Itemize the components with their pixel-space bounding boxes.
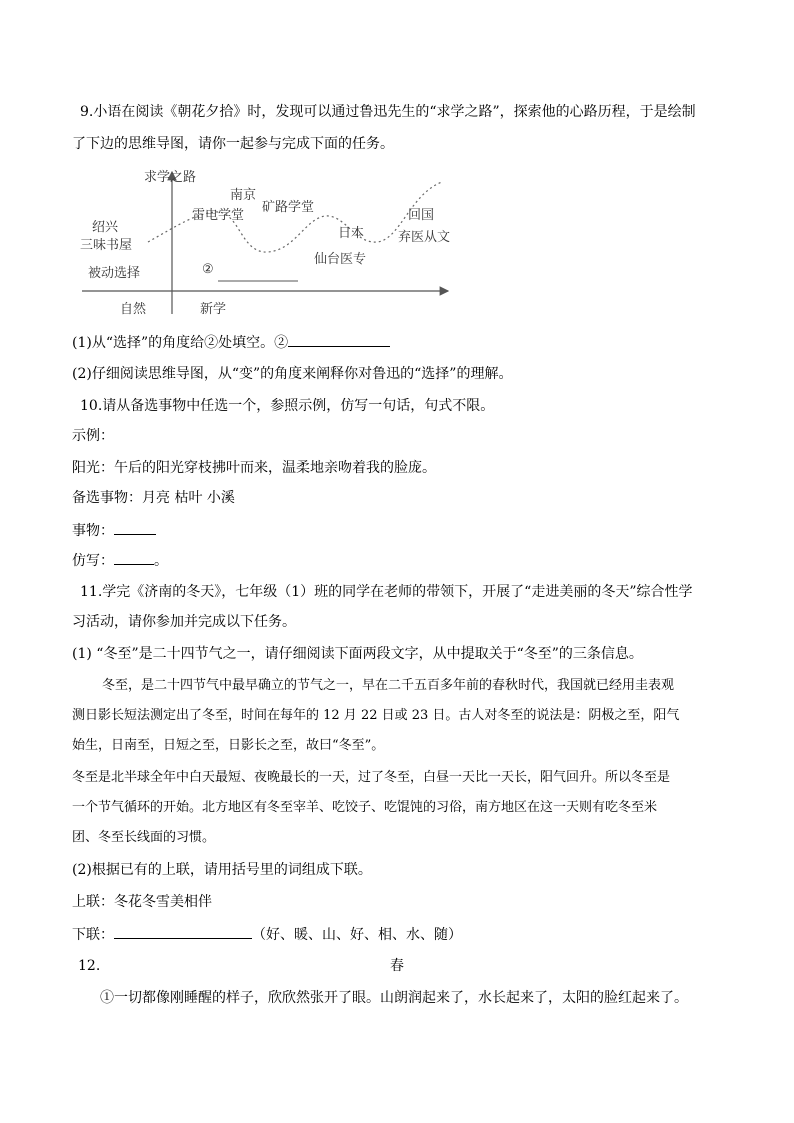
label-shaoxing: 绍兴 — [92, 220, 119, 235]
mind-map — [80, 164, 452, 322]
q12-number: 12. — [78, 958, 101, 974]
q10-options: 备选事物：月亮 枯叶 小溪 — [72, 490, 235, 506]
q10-imitate-end: 。 — [154, 553, 168, 569]
q11-line2: 习活动，请你参加并完成以下任务。 — [72, 614, 296, 630]
thing-blank[interactable] — [114, 520, 156, 535]
q11-lower-words: （好、暖、山、好、相、水、随） — [252, 927, 462, 943]
q10-example: 阳光：午后的阳光穿枝拂叶而来，温柔地亲吻着我的脸庞。 — [72, 460, 436, 476]
q11-p2-l3: 团、冬至长线面的习惯。 — [72, 830, 216, 845]
label-nature: 自然 — [120, 302, 147, 317]
q10-example-label: 示例： — [72, 428, 114, 444]
axis-title: 求学之路 — [144, 170, 197, 185]
label-circle-2: ② — [202, 262, 214, 277]
q11-p2-l1: 冬至是北半球全年中白天最短、夜晚最长的一天，过了冬至，白昼一天比一天长，阳气回升。所以冬至是 — [72, 770, 671, 785]
label-qiyi: 弃医从文 — [398, 230, 451, 245]
imitate-blank[interactable] — [114, 550, 154, 565]
label-nanjing: 南京 — [230, 188, 257, 203]
q10-thing-label: 事物： — [72, 523, 114, 539]
q11-lower — [72, 924, 462, 945]
q10-imitate — [72, 550, 168, 571]
q9-sub1 — [72, 332, 390, 353]
q10-line1: 10.请从备选事物中任选一个，参照示例，仿写一句话，句式不限。 — [80, 398, 495, 414]
q12-title: 春 — [390, 958, 404, 974]
q9-sub1-text: (1)从“选择”的角度给②处填空。② — [72, 335, 289, 351]
label-japan: 日本 — [338, 226, 365, 241]
q12-para1: ①一切都像刚睡醒的样子，欣欣然张开了眼。山朗润起来了，水长起来了，太阳的脸红起来了。 — [100, 990, 688, 1006]
q11-sub1: (1) “冬至”是二十四节气之一，请仔细阅读下面两段文字，从中提取关于“冬至”的三条信息。 — [72, 646, 643, 662]
q9-sub2: (2)仔细阅读思维导图，从“变”的角度来阐释你对鲁迅的“选择”的理解。 — [72, 366, 513, 382]
q11-sub2: (2)根据已有的上联，请用括号里的词组成下联。 — [72, 862, 372, 878]
q11-lower-label: 下联： — [72, 927, 114, 943]
q11-upper: 上联：冬花冬雪美相伴 — [72, 894, 212, 910]
label-new-learning: 新学 — [200, 302, 227, 317]
label-leidian: 雷电学堂 — [192, 208, 245, 223]
q11-p1-l1: 冬至，是二十四节气中最早确立的节气之一，早在二千五百多年前的春秋时代，我国就已经用圭表观 — [102, 678, 675, 693]
label-sendai: 仙台医专 — [314, 252, 367, 267]
q11-p2-l2: 一个节气循环的开始。北方地区有冬至宰羊、吃饺子、吃馄饨的习俗，南方地区在这一天则有吃冬至米 — [72, 800, 658, 815]
answer-blank-2[interactable] — [288, 332, 390, 347]
lower-couplet-blank[interactable] — [114, 924, 252, 939]
q11-p1-l3: 始生，日南至，日短之至，日影长之至，故曰“冬至”。 — [72, 738, 385, 753]
label-sanwei: 三味书屋 — [80, 238, 133, 253]
label-return: 回国 — [408, 208, 435, 223]
q10-thing — [72, 520, 156, 541]
label-kuanglu: 矿路学堂 — [262, 200, 315, 215]
q9-line2: 了下边的思维导图，请你一起参与完成下面的任务。 — [72, 136, 394, 152]
q9-line1: 9.小语在阅读《朝花夕拾》时，发现可以通过鲁迅先生的“求学之路”，探索他的心路历程，于是绘制 — [80, 104, 696, 120]
q11-p1-l2: 测日影长短法测定出了冬至，时间在每年的 12 月 22 日或 23 日。古人对冬至的说法是：阴极之至，阳气 — [72, 708, 680, 723]
label-passive: 被动选择 — [88, 266, 141, 281]
q10-imitate-label: 仿写： — [72, 553, 114, 569]
q11-line1: 11.学完《济南的冬天》，七年级（1）班的同学在老师的带领下，开展了“走进美丽的冬天”综合性学 — [80, 584, 693, 600]
